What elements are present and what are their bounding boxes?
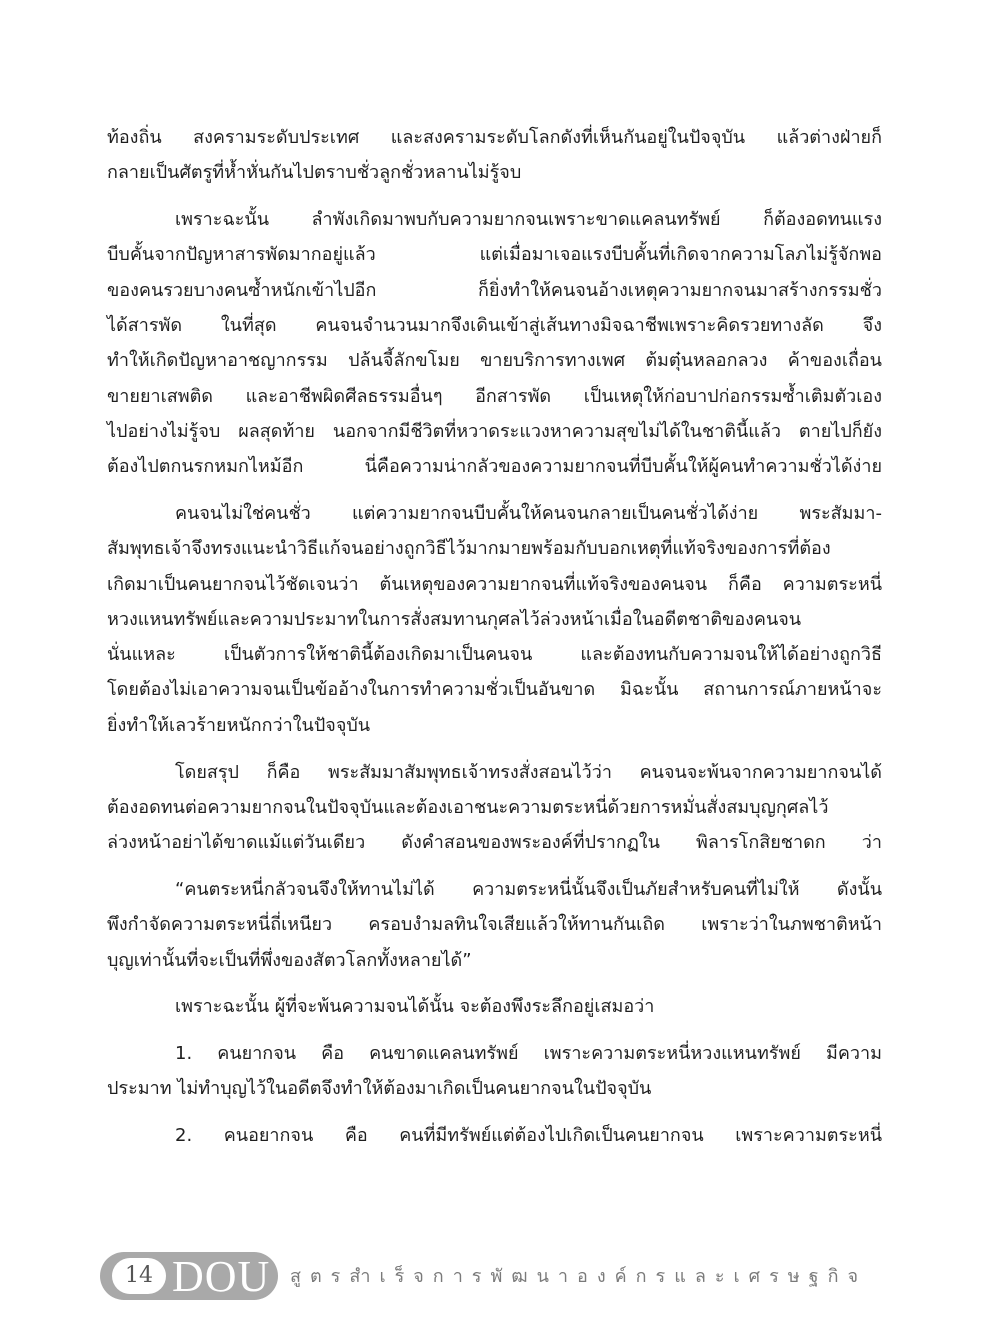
text-line: เพราะฉะนั้น ลำพังเกิดมาพบกับความยากจนเพราะขาดแคลนทรัพย์ ก็ต้องอดทนแรง (175, 209, 882, 231)
text-line: ประมาท ไม่ทำบุญไว้ในอดีตจึงทำให้ต้องมาเกิดเป็นคนยากจนในปัจจุบัน (107, 1078, 652, 1100)
text-line: ขายยาเสพติด และอาชีพผิดศีลธรรมอื่นๆ อีกสารพัด เป็นเหตุให้ก่อบาปก่อกรรมซ้ำเติมตัวเอง (107, 385, 882, 407)
paragraph (107, 202, 882, 484)
text-line: ท้องถิ่น สงครามระดับประเทศ และสงครามระดับโลกดังที่เห็นกันอยู่ในปัจจุบัน แล้วต่างฝ่ายก็ (107, 127, 882, 148)
text-line: คนจนไม่ใช่คนชั่ว แต่ความยากจนบีบคั้นให้คนจนกลายเป็นคนชั่วได้ง่าย พระสัมมา- (175, 502, 882, 524)
paragraph (107, 989, 882, 1024)
list-item (107, 1036, 882, 1107)
text-line: ทำให้เกิดปัญหาอาชญากรรม ปล้นจี้ลักขโมย ขายบริการทางเพศ ต้มตุ๋นหลอกลวง ค้าของเถื่อน (107, 350, 882, 372)
text-line: บุญเท่านั้นที่จะเป็นที่พึ่งของสัตวโลกทั้งหลายได้” (107, 949, 472, 971)
text-line: ของคนรวยบางคนซ้ำหนักเข้าไปอีก ก็ยิ่งทำให้คนจนอ้างเหตุความยากจนมาสร้างกรรมชั่ว (107, 279, 882, 301)
text-line: หวงแหนทรัพย์และความประมาทในการสั่งสมทานกุศลไว้ล่วงหน้าเมื่อในอดีตชาติของคนจน (107, 608, 802, 630)
text-line: เพราะฉะนั้น ผู้ที่จะพ้นความจนได้นั้น จะต้องพึงระลึกอยู่เสมอว่า (175, 996, 655, 1018)
text-line: เกิดมาเป็นคนยากจนไว้ชัดเจนว่า ต้นเหตุของความยากจนที่แท้จริงของคนจน ก็คือ ความตระหนี่ (107, 573, 882, 595)
paragraph (107, 120, 882, 191)
book-title: สูตรสำเร็จการพัฒนาองค์กรและเศรษฐกิจ (290, 1266, 868, 1287)
text-line: บีบคั้นจากปัญหาสารพัดมากอยู่แล้ว แต่เมื่อมาเจอแรงบีบคั้นที่เกิดจากความโลภไม่รู้จักพอ (107, 244, 882, 266)
text-line: “คนตระหนี่กลัวจนจึงให้ทานไม่ได้ ความตระหนี่นั้นจึงเป็นภัยสำหรับคนที่ไม่ให้ ดังนั้น (175, 878, 882, 900)
paragraph (107, 496, 882, 743)
text-line: ล่วงหน้าอย่าได้ขาดแม้แต่วันเดียว ดังคำสอนของพระองค์ที่ปรากฏใน พิลารโกสิยชาดก ว่า (107, 832, 882, 854)
text-line: โดยสรุป ก็คือ พระสัมมาสัมพุทธเจ้าทรงสั่งสอนไว้ว่า คนจนจะพ้นจากความยากจนได้ (175, 761, 882, 783)
list-item (107, 1118, 882, 1153)
text-line: 1. คนยากจน คือ คนขาดแคลนทรัพย์ เพราะความตระหนี่หวงแหนทรัพย์ มีความ (175, 1043, 882, 1065)
dou-logo: DOU (172, 1252, 271, 1301)
text-line: ไปอย่างไม่รู้จบ ผลสุดท้าย นอกจากมีชีวิตที่หวาดระแวงหาความสุขไม่ได้ในชาตินี้แล้ว ตายไปก็ยัง (107, 420, 882, 442)
page-body (107, 120, 882, 1154)
text-line: พึงกำจัดความตระหนี่ถี่เหนียว ครอบงำมลทินใจเสียแล้วให้ทานกันเถิด เพราะว่าในภพชาติหน้า (107, 914, 882, 936)
footer-badge (100, 1252, 278, 1300)
text-line: ได้สารพัด ในที่สุด คนจนจำนวนมากจึงเดินเข้าสู่เส้นทางมิจฉาชีพเพราะคิดรวยทางลัด จึง (107, 314, 882, 336)
page-number: 14 (112, 1258, 166, 1294)
text-line: กลายเป็นศัตรูที่ห้ำหั่นกันไปตราบชั่วลูกชั่วหลานไม่รู้จบ (107, 162, 522, 184)
text-line: สัมพุทธเจ้าจึงทรงแนะนำวิธีแก้จนอย่างถูกวิธีไว้มากมายพร้อมกับบอกเหตุที่แท้จริงของการที่ต้อง (107, 538, 831, 560)
text-line: โดยต้องไม่เอาความจนเป็นข้ออ้างในการทำความชั่วเป็นอันขาด มิฉะนั้น สถานการณ์ภายหน้าจะ (107, 679, 882, 701)
text-line: นั่นแหละ เป็นตัวการให้ชาตินี้ต้องเกิดมาเป็นคนจน และต้องทนกับความจนให้ได้อย่างถูกวิธี (107, 644, 882, 666)
text-line: ต้องอดทนต่อความยากจนในปัจจุบันและต้องเอาชนะความตระหนี่ด้วยการหมั่นสั่งสมบุญกุศลไว้ (107, 796, 829, 818)
paragraph (107, 755, 882, 861)
quote-paragraph (107, 872, 882, 978)
text-line: ต้องไปตกนรกหมกไหม้อีก นี่คือความน่ากลัวของความยากจนที่บีบคั้นให้ผู้คนทำความชั่วได้ง่าย (107, 456, 882, 478)
text-line: 2. คนอยากจน คือ คนที่มีทรัพย์แต่ต้องไปเกิดเป็นคนยากจน เพราะความตระหนี่ (175, 1125, 882, 1147)
text-line: ยิ่งทำให้เลวร้ายหนักกว่าในปัจจุบัน (107, 714, 371, 736)
